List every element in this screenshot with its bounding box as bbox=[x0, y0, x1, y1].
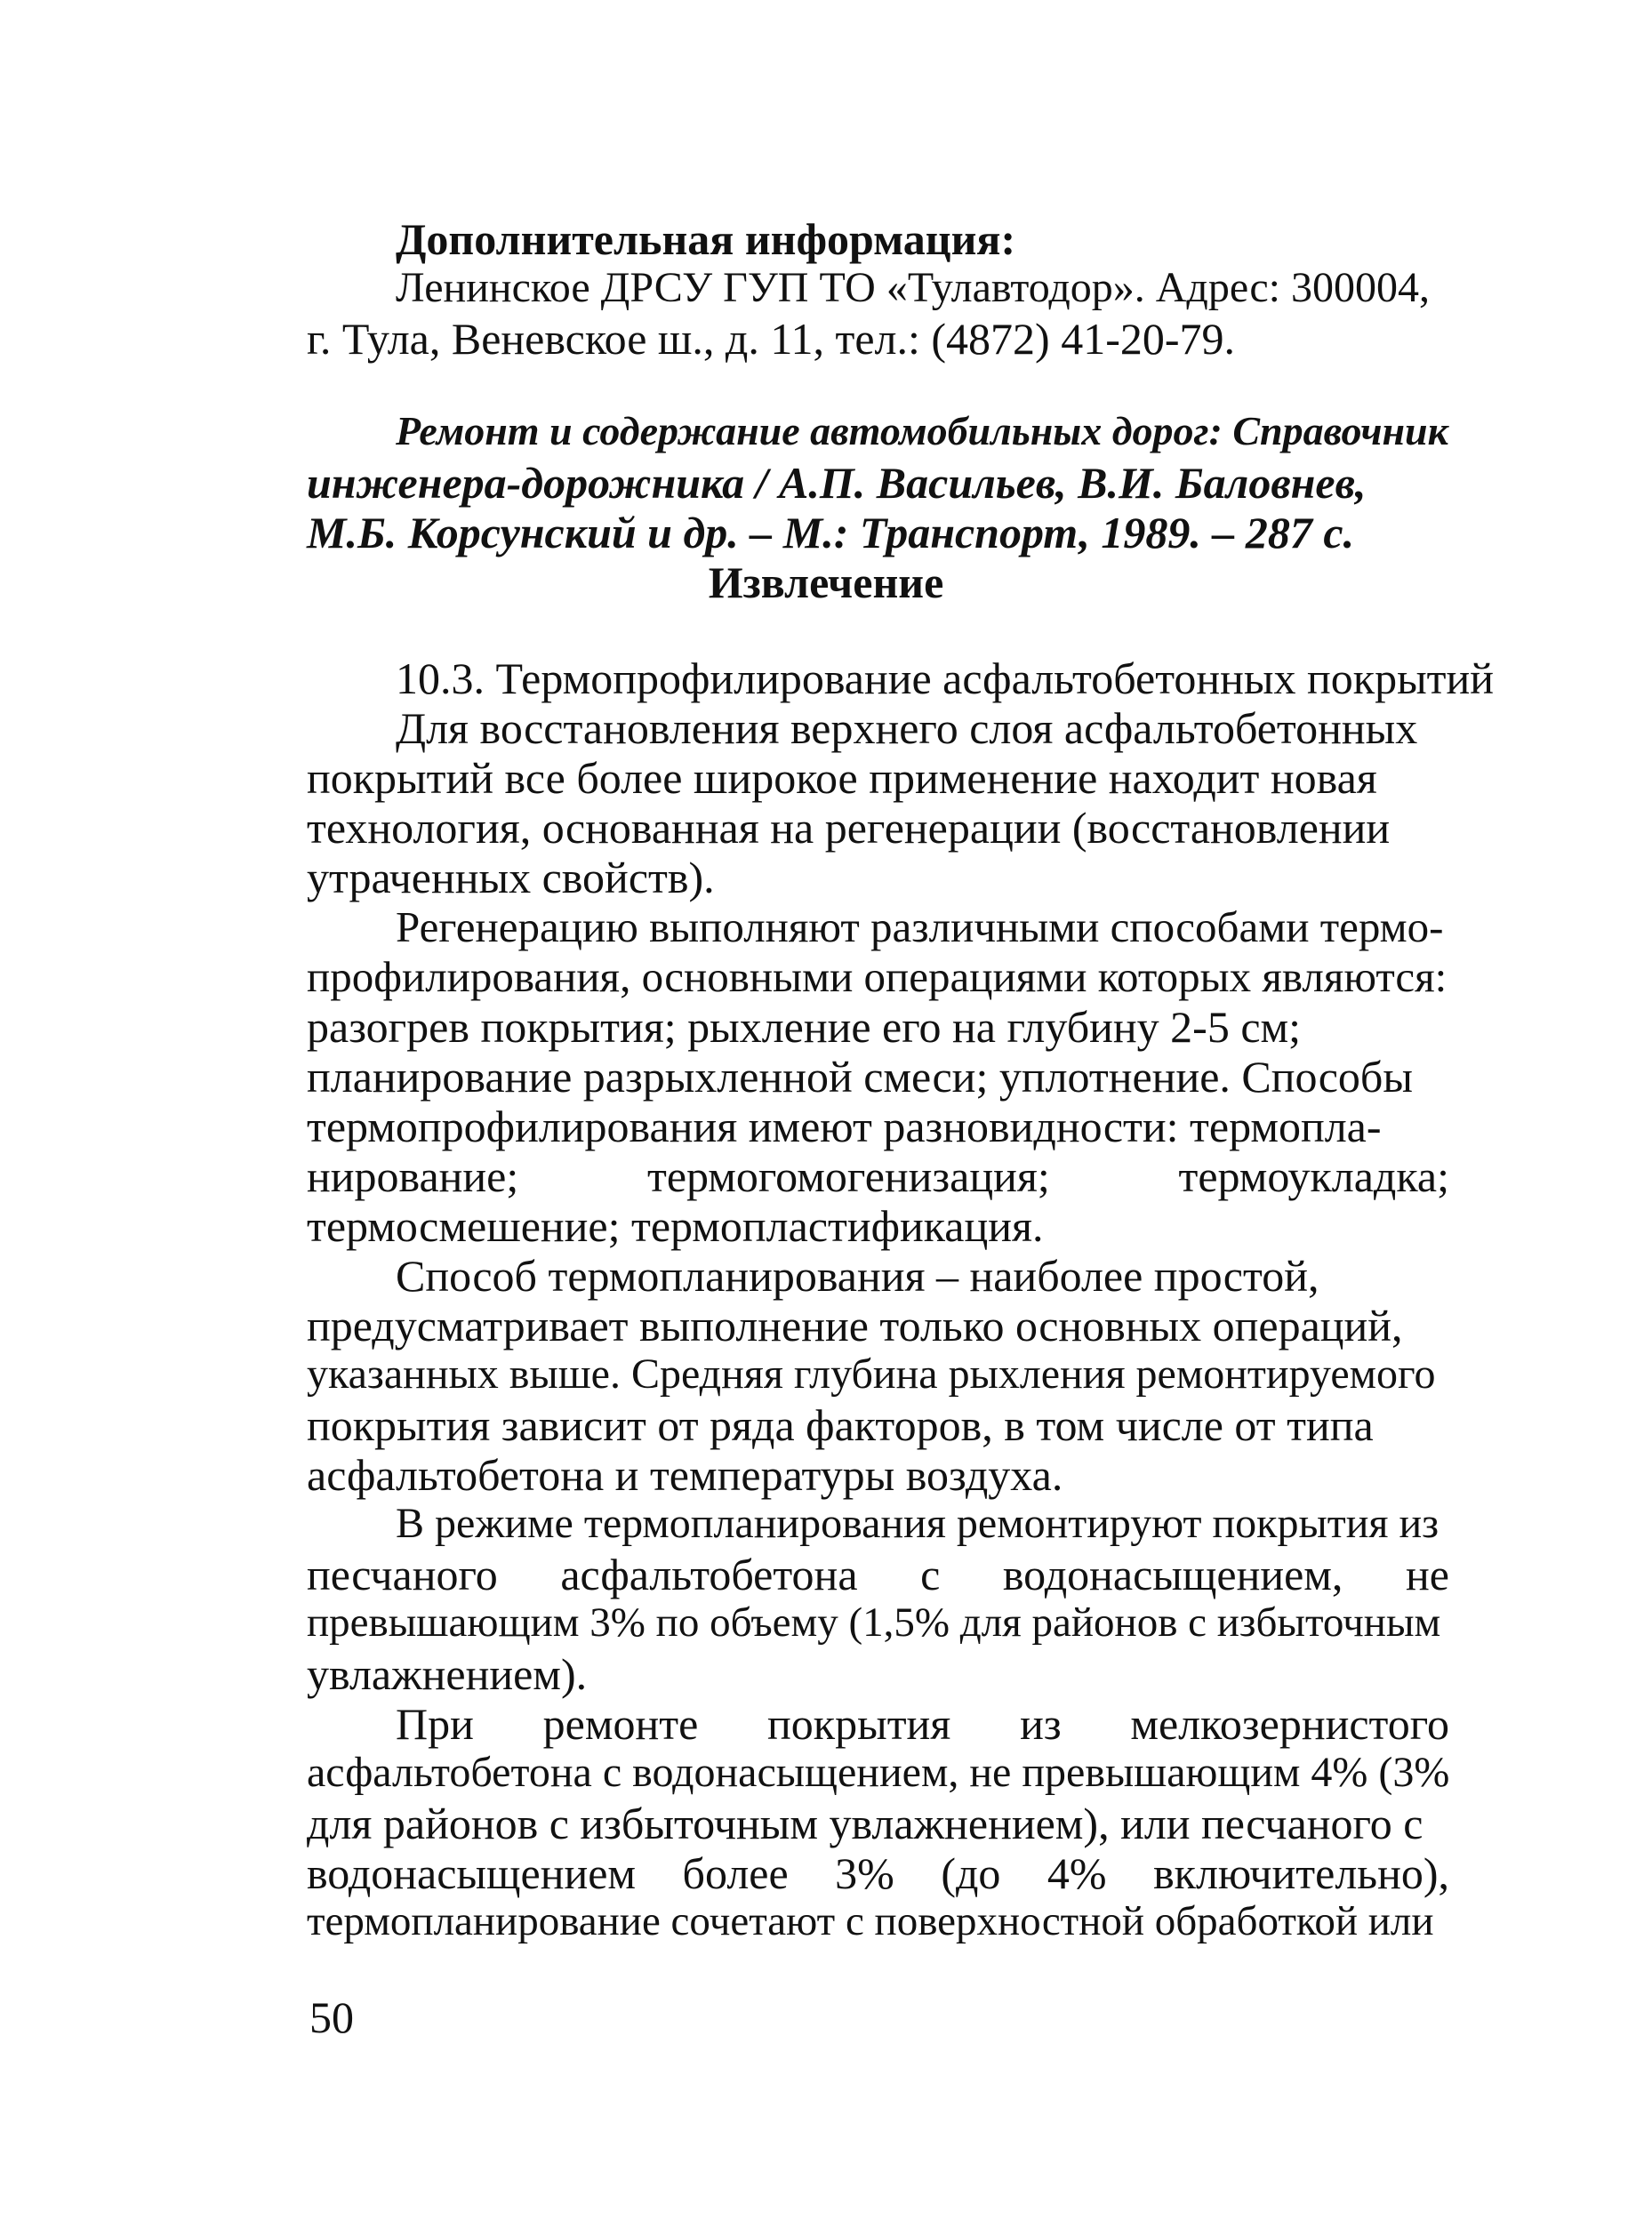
section-heading: 10.3. Термопрофилирование асфальтобетонных покрытий bbox=[396, 653, 1495, 703]
word: с bbox=[920, 1550, 941, 1599]
extract-label: Извлечение bbox=[708, 557, 944, 607]
citation-line: Ремонт и содержание автомобильных дорог: Справочник bbox=[396, 408, 1448, 453]
word: из bbox=[1020, 1699, 1062, 1749]
word: ремонте bbox=[542, 1699, 699, 1749]
word: более bbox=[682, 1848, 789, 1898]
word: водонасыщением bbox=[307, 1848, 637, 1898]
word: нирование; bbox=[307, 1151, 519, 1201]
paragraph-line: разогрев покрытия; рыхление его на глубину 2-5 см; bbox=[307, 1002, 1302, 1052]
paragraph-line: превышающим 3% по объему (1,5% для районов с избыточным bbox=[307, 1599, 1441, 1646]
paragraph-line bbox=[307, 1151, 1449, 1201]
paragraph-line: профилирования, основными операциями которых являются: bbox=[307, 952, 1448, 1001]
paragraph-line: планирование разрыхленной смеси; уплотнение. Способы bbox=[307, 1052, 1413, 1102]
paragraph-line: Способ термопланирования – наиболее простой, bbox=[396, 1251, 1319, 1301]
additional-info-heading: Дополнительная информация: bbox=[396, 214, 1016, 264]
word: 4% bbox=[1047, 1848, 1107, 1898]
word: включительно), bbox=[1153, 1848, 1449, 1898]
citation-line: М.Б. Корсунский и др. – М.: Транспорт, 1989. – 287 с. bbox=[307, 508, 1355, 557]
additional-info-line: Ленинское ДРСУ ГУП ТО «Тулавтодор». Адрес: 300004, bbox=[396, 264, 1430, 311]
paragraph-line: термосмешение; термопластификация. bbox=[307, 1201, 1044, 1251]
paragraph-line: увлажнением). bbox=[307, 1649, 588, 1699]
word: песчаного bbox=[307, 1550, 498, 1599]
paragraph-line bbox=[307, 1552, 1449, 1597]
word: При bbox=[396, 1699, 474, 1749]
additional-info-line: г. Тула, Веневское ш., д. 11, тел.: (4872) 41-20-79. bbox=[307, 314, 1235, 364]
paragraph-line: Регенерацию выполняют различными способами термо- bbox=[396, 902, 1444, 951]
word: не bbox=[1406, 1550, 1449, 1599]
page-number: 50 bbox=[309, 1992, 354, 2042]
paragraph-line: указанных выше. Средняя глубина рыхления ремонтируемого bbox=[307, 1350, 1436, 1398]
paragraph-line: технология, основанная на регенерации (восстановлении bbox=[307, 803, 1391, 853]
paragraph-line: утраченных свойств). bbox=[307, 853, 715, 902]
paragraph-line bbox=[396, 1699, 1449, 1749]
word: термоукладка; bbox=[1178, 1151, 1449, 1201]
paragraph-line: предусматривает выполнение только основных операций, bbox=[307, 1301, 1403, 1350]
citation-line: инженера-дорожника / А.П. Васильев, В.И. Баловнев, bbox=[307, 458, 1367, 508]
word: асфальтобетона bbox=[560, 1550, 858, 1599]
word: (до bbox=[941, 1848, 1001, 1898]
word: водонасыщением, bbox=[1002, 1550, 1343, 1599]
word: термогомогенизация; bbox=[646, 1151, 1050, 1201]
paragraph-line: В режиме термопланирования ремонтируют покрытия из bbox=[396, 1500, 1439, 1547]
word: покрытия bbox=[767, 1699, 951, 1749]
paragraph-line: термопланирование сочетают с поверхностной обработкой или bbox=[307, 1898, 1434, 1944]
paragraph-line: Для восстановления верхнего слоя асфальтобетонных bbox=[396, 703, 1418, 753]
paragraph-line bbox=[307, 1848, 1449, 1898]
word: 3% bbox=[835, 1848, 894, 1898]
paragraph-line: для районов с избыточным увлажнением), или песчаного с bbox=[307, 1799, 1423, 1848]
paragraph-line: асфальтобетона и температуры воздуха. bbox=[307, 1450, 1063, 1500]
paragraph-line: покрытия зависит от ряда факторов, в том числе от типа bbox=[307, 1400, 1374, 1450]
word: мелкозернистого bbox=[1130, 1699, 1449, 1749]
paragraph-line: термопрофилирования имеют разновидности: термопла- bbox=[307, 1102, 1382, 1151]
paragraph-line: асфальтобетона с водонасыщением, не превышающим 4% (3% bbox=[307, 1749, 1450, 1796]
paragraph-line: покрытий все более широкое применение находит новая bbox=[307, 753, 1377, 803]
